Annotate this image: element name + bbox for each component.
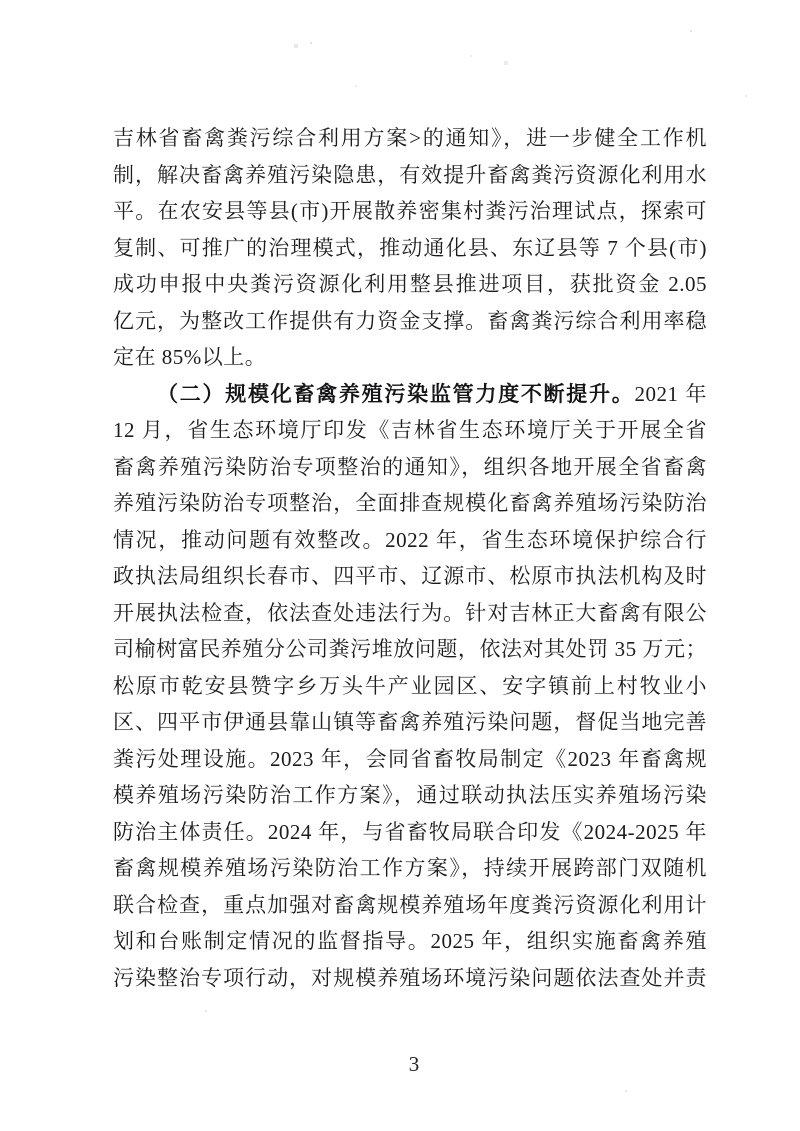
page-number: 3	[408, 1052, 420, 1076]
text-line: 联合检查，重点加强对畜禽规模养殖场年度粪污资源化利用计	[113, 892, 707, 917]
text-line: 粪污处理设施。2023 年，会同省畜牧局制定《2023 年畜禽规	[113, 746, 707, 771]
text-line: 制，解决畜禽养殖污染隐患，有效提升畜禽粪污资源化利用水	[113, 162, 707, 187]
section-heading-trailing-text: 2021 年	[634, 381, 708, 406]
text-line: 养殖污染防治专项整治，全面排查规模化畜禽养殖场污染防治	[113, 491, 707, 515]
section-heading-line	[113, 376, 707, 413]
text-line: 亿元，为整改工作提供有力资金支撑。畜禽粪污综合利用率稳	[113, 308, 707, 333]
section-heading: （二）规模化畜禽养殖污染监管力度不断提升。	[157, 381, 635, 406]
text-line: 区、四平市伊通县靠山镇等畜禽养殖污染问题，督促当地完善	[113, 710, 707, 734]
text-line: 复制、可推广的治理模式，推动通化县、东辽县等 7 个县(市)	[113, 235, 707, 260]
text-line: 12 月，省生态环境厅印发《吉林省生态环境厅关于开展全省	[113, 418, 707, 442]
text-line: 防治主体责任。2024 年，与省畜牧局联合印发《2024-2025 年	[113, 819, 707, 844]
text-line: 政执法局组织长春市、四平市、辽源市、松原市执法机构及时	[113, 564, 707, 588]
scan-noise-speckles	[0, 0, 2, 2]
text-line: 松原市乾安县赞字乡万头牛产业园区、安字镇前上村牧业小	[113, 673, 707, 698]
text-line: 畜禽规模养殖场污染防治工作方案》，持续开展跨部门双随机	[113, 856, 707, 880]
text-line: 污染整治专项行动，对规模养殖场环境污染问题依法查处并责	[113, 965, 707, 990]
text-line: 划和台账制定情况的监督指导。2025 年，组织实施畜禽养殖	[113, 929, 707, 953]
text-line: 开展执法检查，依法查处违法行为。针对吉林正大畜禽有限公	[113, 600, 707, 625]
text-line: 模养殖场污染防治工作方案》，通过联动执法压实养殖场污染	[113, 783, 707, 807]
text-line: 平。在农安县等县(市)开展散养密集村粪污治理试点，探索可	[113, 199, 707, 223]
text-line: 司榆树富民养殖分公司粪污堆放问题，依法对其处罚 35 万元；	[113, 637, 707, 661]
text-line: 吉林省畜禽粪污综合利用方案>的通知》，进一步健全工作机	[113, 126, 707, 150]
text-line: 成功申报中央粪污资源化利用整县推进项目，获批资金 2.05	[113, 272, 707, 296]
text-line: 情况，推动问题有效整改。2022 年，省生态环境保护综合行	[113, 527, 707, 552]
text-line-paragraph-end: 定在 85%以上。	[113, 345, 267, 369]
text-line: 畜禽养殖污染防治专项整治的通知》，组织各地开展全省畜禽	[113, 454, 707, 479]
body-text	[113, 120, 707, 996]
